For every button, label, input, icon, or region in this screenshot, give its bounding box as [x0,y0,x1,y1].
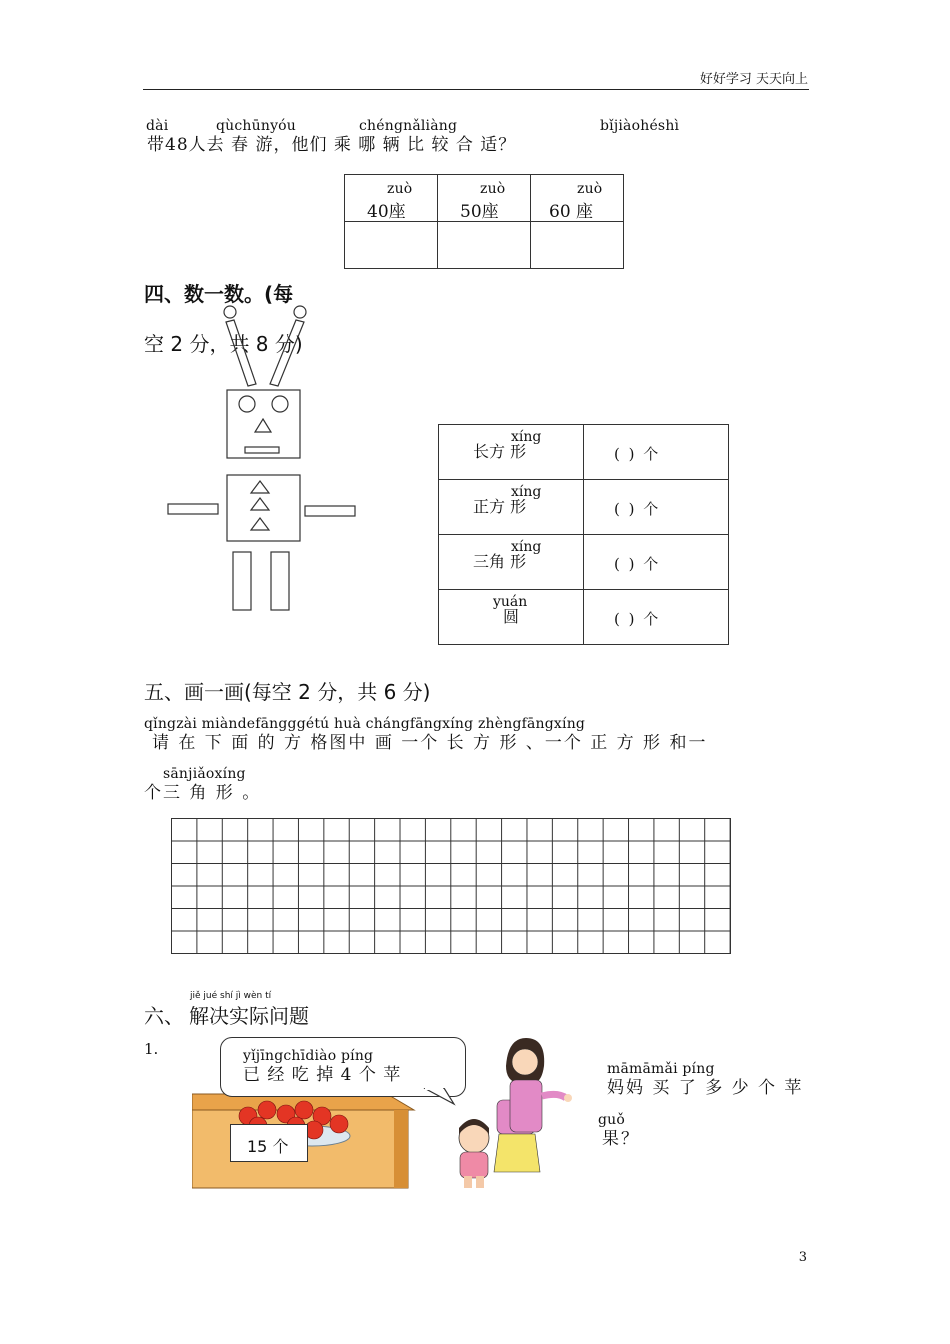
section5-pinyin-line2: sānjiǎoxíng [163,766,246,782]
seat-50: 50座 [460,202,499,222]
section5-text-line1: 请 在 下 面 的 方 格图中 画 一个 长 方 形 、一个 正 方 形 和一 [152,733,708,753]
count-circle[interactable]: ( ) 个 [614,610,661,628]
bus-question-text: 带48人去 春 游，他们 乘 哪 辆 比 较 合 适？ [147,135,517,155]
section6-pinyin: jiě jué shí jì wèn tí [190,991,272,1001]
answer-cell-50[interactable] [438,222,530,268]
answer-cell-60[interactable] [531,222,623,268]
question-pinyin-line1: māmāmǎi píng [607,1061,715,1077]
apple-count-label: 15 个 [247,1137,289,1156]
question-text-line1: 妈妈 买 了 多 少 个 苹 [607,1078,804,1098]
count-rectangle[interactable]: ( ) 个 [614,445,661,463]
count-square[interactable]: ( ) 个 [614,500,661,518]
pinyin-cheng-na-liang: chéngnǎliàng [359,118,458,134]
answer-cell-40[interactable] [345,222,437,268]
seat-40: 40座 [367,202,406,222]
seat-60: 60 座 [549,202,594,222]
section4-title-line2: 空 2 分，共 8 分) [144,332,303,356]
bubble-text: 已 经 吃 掉 4 个 苹 [243,1065,402,1085]
drawing-grid[interactable] [171,818,731,954]
row-square: 正方 形 [473,497,527,516]
section5-text-line2: 个三 角 形 。 [144,783,262,803]
pinyin-qu-chun-you: qùchūnyóu [216,118,297,134]
section6-number: 六、 [144,1004,184,1028]
row-triangle: 三角 形 [473,552,527,571]
count-triangle[interactable]: ( ) 个 [614,555,661,573]
question-pinyin-line2: guǒ [598,1112,626,1128]
section5-pinyin-line1: qǐngzài miàndefāngggétú huà chángfāngxíng zhèngfāngxíng [144,716,586,732]
header-divider [143,89,809,90]
section5-title: 五、画一画(每空 2 分，共 6 分) [144,680,431,704]
row-rectangle: 长方 形 [473,442,527,461]
question-text-line2: 果？ [602,1129,640,1149]
row-circle: 圆 [503,607,520,626]
seat-table: zuò 40座 zuò 50座 zuò 60 座 [344,174,624,269]
bubble-pinyin: yǐjīngchīdiào píng [243,1048,374,1064]
header-motto: 好好学习 天天向上 [699,72,808,87]
pinyin-dai: dài [146,118,169,134]
section4-title-line1: 四、数一数。(每 [144,282,294,306]
pinyin-bi-jiao-he-shi: bǐjiàohéshì [600,118,680,134]
page-number: 3 [798,1250,807,1265]
section6-title: 解决实际问题 [189,1004,309,1028]
question1-number: 1. [144,1040,159,1058]
robot-figure [160,300,370,620]
shape-count-table: xíng 长方 形 ( ) 个 xíng 正方 形 ( ) 个 xíng 三角 形 ( ) 个 yuán 圆 ( ) 个 [438,424,729,645]
mother-illustration [492,1036,582,1136]
speech-bubble-tail [420,1088,460,1108]
